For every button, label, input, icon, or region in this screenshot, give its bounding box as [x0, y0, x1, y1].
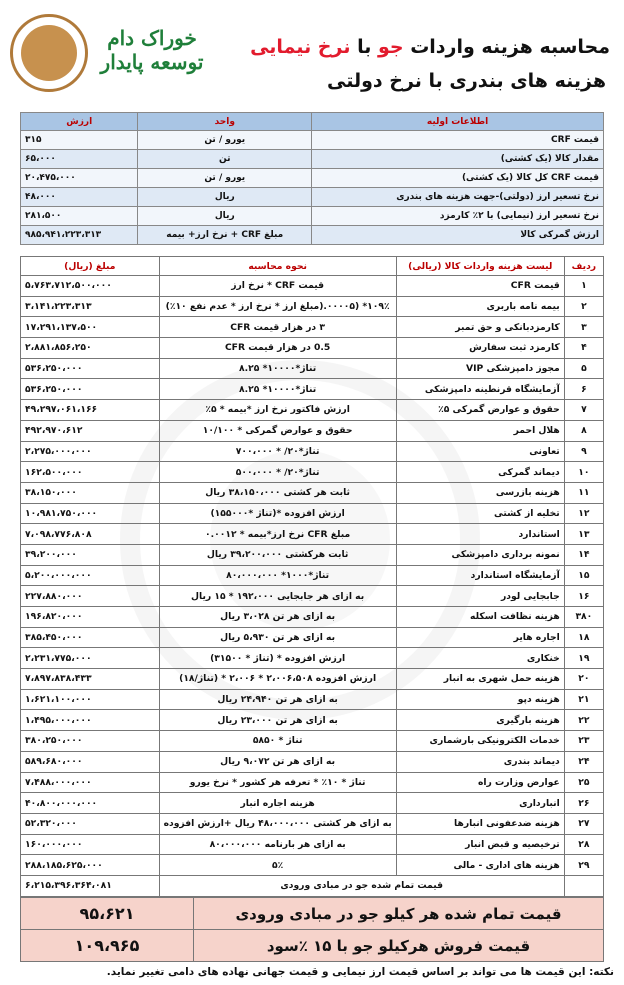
- calculation-method: به ازای هر تن ۳،۰۲۸ ریال: [159, 607, 396, 628]
- amount: ۵،۲۰۰،۰۰۰،۰۰۰: [21, 565, 160, 586]
- row-number: ۱۱: [564, 482, 603, 503]
- row-number: ۱: [564, 276, 603, 297]
- association-logo: [4, 12, 204, 108]
- row-number: ۱۶: [564, 586, 603, 607]
- summary-sale-row: [21, 930, 604, 962]
- cost-item: هزینه دپو: [396, 689, 564, 710]
- cost-item: هزینه های اداری - مالی: [396, 855, 564, 876]
- info-table: [20, 112, 604, 245]
- cost-item: هزینه حمل شهری به انبار: [396, 669, 564, 690]
- info-row: [21, 150, 604, 169]
- cost-item: خنکاری: [396, 648, 564, 669]
- amount: ۱۶۲،۵۰۰،۰۰۰: [21, 462, 160, 483]
- footnote: نکته: این قیمت ها می تواند بر اساس قیمت ارز نیمایی و قیمت جهانی نهاده های دامی تغییر نماید.: [106, 966, 614, 978]
- cost-row: [21, 420, 604, 441]
- row-number: ۲۵: [564, 772, 603, 793]
- info-row: [21, 131, 604, 150]
- calculation-method: به ازای هر تن ۵،۹۳۰ ریال: [159, 627, 396, 648]
- cost-table: [20, 256, 604, 897]
- cost-row: [21, 379, 604, 400]
- calculation-method: به ازای هر تن ۲۳،۰۰۰ ریال: [159, 710, 396, 731]
- cost-item: مجوز دامپزشکی VIP: [396, 358, 564, 379]
- info-value: ۲۸۱،۵۰۰: [21, 207, 138, 226]
- page-title-line2: هزینه های بندری با نرخ دولتی: [326, 70, 606, 92]
- cost-row: [21, 607, 604, 628]
- cost-item: کارمزدبانکی و حق تمبر: [396, 317, 564, 338]
- amount: ۲۲۷،۸۸۰،۰۰۰: [21, 586, 160, 607]
- amount: ۵،۷۶۳،۷۱۲،۵۰۰،۰۰۰: [21, 276, 160, 297]
- title-mid: با: [350, 36, 378, 58]
- calculation-method: ارزش افزوده *(تناژ *۱۵۵۰۰۰): [159, 503, 396, 524]
- row-number: ۱۵: [564, 565, 603, 586]
- cost-item: هزینه بارگیری: [396, 710, 564, 731]
- cost-row: [21, 296, 604, 317]
- amount: ۱،۴۹۵،۰۰۰،۰۰۰: [21, 710, 160, 731]
- info-row: [21, 169, 604, 188]
- amount: ۲،۲۳۱،۷۷۵،۰۰۰: [21, 648, 160, 669]
- info-value: ۶۵،۰۰۰: [21, 150, 138, 169]
- cost-row: [21, 710, 604, 731]
- row-number: ۲۱: [564, 689, 603, 710]
- row-number: ۲۲: [564, 710, 603, 731]
- cost-item: آزمایشگاه استاندارد: [396, 565, 564, 586]
- cost-item: استاندارد: [396, 524, 564, 545]
- info-row: [21, 188, 604, 207]
- amount: ۳۸۰،۲۵۰،۰۰۰: [21, 731, 160, 752]
- calculation-method: 0.5 در هزار قیمت CFR: [159, 338, 396, 359]
- amount: ۷،۴۸۸،۰۰۰،۰۰۰: [21, 772, 160, 793]
- cost-item: آزمایشگاه قرنطینه دامپزشکی: [396, 379, 564, 400]
- calculation-method: ارزش افزوده * (تناژ * ۳۱۵۰۰): [159, 648, 396, 669]
- cost-item: هزینه ضدعفونی انبارها: [396, 813, 564, 834]
- info-value: ۴۸،۰۰۰: [21, 188, 138, 207]
- info-unit: یورو / تن: [138, 131, 312, 150]
- calculation-method: مبلغ CFR نرخ ارز*بیمه * ۰.۰۰۱۲: [159, 524, 396, 545]
- amount: ۲،۸۸۱،۸۵۶،۲۵۰: [21, 338, 160, 359]
- cost-item: انبارداری: [396, 793, 564, 814]
- calculation-method: به ازای هر جابجایی ۱۹۲،۰۰۰ * ۱۵ ریال: [159, 586, 396, 607]
- info-label: نرخ تسعیر ارز (نیمایی) با ۲٪ کارمزد: [312, 207, 604, 226]
- cost-row: [21, 834, 604, 855]
- row-number: ۱۹: [564, 648, 603, 669]
- row-number: ۳۸۰: [564, 607, 603, 628]
- row-number: ۱۴: [564, 544, 603, 565]
- header: [0, 10, 624, 110]
- row-number: ۲۳: [564, 731, 603, 752]
- calculation-method: ارزش فاکتور نرخ ارز *بیمه * ۵٪: [159, 400, 396, 421]
- total-row: [21, 875, 604, 896]
- cost-row: [21, 731, 604, 752]
- row-number: ۷: [564, 400, 603, 421]
- title-item: جو: [377, 36, 404, 58]
- info-value: ۲۰،۴۷۵،۰۰۰: [21, 169, 138, 188]
- logo-seal-icon: [10, 14, 88, 92]
- amount: ۱۰،۹۸۱،۷۵۰،۰۰۰: [21, 503, 160, 524]
- summary-cost-row: [21, 898, 604, 930]
- amount: ۷،۰۹۸،۷۷۶،۸۰۸: [21, 524, 160, 545]
- cost-row: [21, 648, 604, 669]
- total-label: قیمت تمام شده جو در مبادی ورودی: [159, 875, 564, 896]
- calculation-method: ثابت هرکشتی ۳۹،۲۰۰،۰۰۰ ریال: [159, 544, 396, 565]
- cost-row: [21, 813, 604, 834]
- info-unit: مبلغ CRF + نرخ ارز+ بیمه: [138, 226, 312, 245]
- page-title-line1: [250, 36, 610, 58]
- info-header-row: [21, 113, 604, 131]
- title-prefix: محاسبه هزینه واردات: [403, 36, 610, 58]
- info-header-label: اطلاعات اولیه: [312, 113, 604, 131]
- info-row: [21, 226, 604, 245]
- cost-row: [21, 441, 604, 462]
- calculation-method: ثابت هر کشتی ۳۸،۱۵۰،۰۰۰ ریال: [159, 482, 396, 503]
- total-value: ۶،۲۱۵،۳۹۶،۳۶۴،۰۸۱: [21, 875, 160, 896]
- cost-row: [21, 524, 604, 545]
- amount: ۲،۲۷۵،۰۰۰،۰۰۰: [21, 441, 160, 462]
- summary-sale-label: قیمت فروش هرکیلو جو با ۱۵ ٪سود: [194, 930, 604, 962]
- cost-item: خدمات الکترونیکی بارشماری: [396, 731, 564, 752]
- amount: ۵۳۶،۲۵۰،۰۰۰: [21, 379, 160, 400]
- amount: ۱۹۶،۸۲۰،۰۰۰: [21, 607, 160, 628]
- row-number: ۴: [564, 338, 603, 359]
- cost-row: [21, 338, 604, 359]
- cost-item: ترخیصیه و قبض انبار: [396, 834, 564, 855]
- info-label: ارزش گمرکی کالا: [312, 226, 604, 245]
- row-number: ۲۴: [564, 751, 603, 772]
- cost-row: [21, 586, 604, 607]
- calculation-method: به ازای هر کشتی ۴۸،۰۰۰،۰۰۰ ریال +ارزش افزوده: [159, 813, 396, 834]
- calculation-method: تناژ*۱۰۰۰۰* ۸.۲۵: [159, 379, 396, 400]
- header-row-number: ردیف: [564, 257, 603, 276]
- cost-row: [21, 565, 604, 586]
- info-unit: ریال: [138, 207, 312, 226]
- calculation-method: ۳ در هزار قیمت CFR: [159, 317, 396, 338]
- cost-item: هزینه نظافت اسکله: [396, 607, 564, 628]
- amount: ۳،۱۴۱،۲۲۳،۳۱۳: [21, 296, 160, 317]
- row-number: ۱۲: [564, 503, 603, 524]
- info-unit: ریال: [138, 188, 312, 207]
- calculation-method: تناژ * ۵۸۵۰: [159, 731, 396, 752]
- cost-item: جابجایی لودر: [396, 586, 564, 607]
- row-number: ۹: [564, 441, 603, 462]
- cost-item: اجاره هایر: [396, 627, 564, 648]
- row-number: ۲۸: [564, 834, 603, 855]
- row-number: ۲۹: [564, 855, 603, 876]
- amount: ۴۹۲،۹۷۰،۶۱۲: [21, 420, 160, 441]
- amount: ۵۳۶،۲۵۰،۰۰۰: [21, 358, 160, 379]
- cost-row: [21, 669, 604, 690]
- row-number: ۲۷: [564, 813, 603, 834]
- row-number: ۱۳: [564, 524, 603, 545]
- cost-item: نمونه برداری دامپزشکی: [396, 544, 564, 565]
- info-value: ۳۱۵: [21, 131, 138, 150]
- info-value: ۹۸۵،۹۴۱،۲۲۳،۳۱۳: [21, 226, 138, 245]
- amount: ۱۶۰،۰۰۰،۰۰۰: [21, 834, 160, 855]
- logo-script: خوراک دام توسعه پایدار: [100, 26, 204, 74]
- cost-row: [21, 793, 604, 814]
- amount: ۴۹،۲۹۷،۰۶۱،۱۶۶: [21, 400, 160, 421]
- cost-row: [21, 276, 604, 297]
- row-number: ۸: [564, 420, 603, 441]
- amount: ۱،۶۲۱،۱۰۰،۰۰۰: [21, 689, 160, 710]
- cost-item: حقوق و عوارض گمرکی ۵٪: [396, 400, 564, 421]
- info-label: نرخ تسعیر ارز (دولتی)-جهت هزینه های بندری: [312, 188, 604, 207]
- row-number: ۱۸: [564, 627, 603, 648]
- info-header-unit: واحد: [138, 113, 312, 131]
- calculation-method: تناژ*۲۰/ * ۷۰۰،۰۰۰: [159, 441, 396, 462]
- row-number: ۶: [564, 379, 603, 400]
- cost-item: هزینه بازرسی: [396, 482, 564, 503]
- info-label: قیمت CRF: [312, 131, 604, 150]
- row-number: ۲۰: [564, 669, 603, 690]
- cost-item: هلال احمر: [396, 420, 564, 441]
- title-rate: نرخ نیمایی: [250, 36, 351, 58]
- calculation-method: ۵٪: [159, 855, 396, 876]
- cost-item: عوارض وزارت راه: [396, 772, 564, 793]
- amount: ۵۲،۳۲۰،۰۰۰: [21, 813, 160, 834]
- cost-item: تخلیه از کشتی: [396, 503, 564, 524]
- calculation-method: تناژ*۱۰۰۰۰* ۸.۲۵: [159, 358, 396, 379]
- summary-table: [20, 897, 604, 962]
- amount: ۷،۸۹۷،۸۳۸،۴۳۳: [21, 669, 160, 690]
- summary-sale-value: ۱۰۹،۹۶۵: [21, 930, 194, 962]
- cost-row: [21, 772, 604, 793]
- amount: ۵۸۹،۶۸۰،۰۰۰: [21, 751, 160, 772]
- calculation-method: به ازای هر تن ۲۴،۹۴۰ ریال: [159, 689, 396, 710]
- row-number: ۵: [564, 358, 603, 379]
- calculation-method: به ازای هر بارنامه ۸۰،۰۰۰،۰۰۰: [159, 834, 396, 855]
- calculation-method: تناژ*۲۰/ * ۵۰۰،۰۰۰: [159, 462, 396, 483]
- cost-row: [21, 400, 604, 421]
- amount: ۳۸،۱۵۰،۰۰۰: [21, 482, 160, 503]
- cost-row: [21, 317, 604, 338]
- cost-row: [21, 855, 604, 876]
- amount: ۳۹،۲۰۰،۰۰۰: [21, 544, 160, 565]
- row-number: ۲: [564, 296, 603, 317]
- cost-row: [21, 627, 604, 648]
- cost-row: [21, 751, 604, 772]
- amount: ۳۸۵،۴۵۰،۰۰۰: [21, 627, 160, 648]
- cost-item: تعاونی: [396, 441, 564, 462]
- cost-item: کارمزد ثبت سفارش: [396, 338, 564, 359]
- cost-row: [21, 503, 604, 524]
- header-calculation: نحوه محاسبه: [159, 257, 396, 276]
- calculation-method: ارزش افزوده ۲،۰۰۶،۵۰۸ * ۲،۰۰۶ * (تناژ/۱۸): [159, 669, 396, 690]
- info-unit: یورو / تن: [138, 169, 312, 188]
- calculation-method: هزینه اجاره انبار: [159, 793, 396, 814]
- summary-cost-value: ۹۵،۶۲۱: [21, 898, 194, 930]
- info-label: مقدار کالا (یک کشتی): [312, 150, 604, 169]
- row-number: ۳: [564, 317, 603, 338]
- cost-item: بیمه نامه باربری: [396, 296, 564, 317]
- amount: ۱۷،۲۹۱،۱۳۷،۵۰۰: [21, 317, 160, 338]
- calculation-method: قیمت CRF * نرخ ارز: [159, 276, 396, 297]
- header-cost-item: لیست هزینه واردات کالا (ریالی): [396, 257, 564, 276]
- calculation-method: تناژ*۱۰۰۰* ۸۰،۰۰۰،۰۰۰: [159, 565, 396, 586]
- cost-row: [21, 544, 604, 565]
- calculation-method: به ازای هر تن ۹،۰۷۲ ریال: [159, 751, 396, 772]
- row-number: ۲۶: [564, 793, 603, 814]
- cost-header-row: [21, 257, 604, 276]
- info-row: [21, 207, 604, 226]
- calculation-method: حقوق و عوارض گمرکی * ۱۰/۱۰۰: [159, 420, 396, 441]
- info-label: قیمت CRF کل کالا (یک کشتی): [312, 169, 604, 188]
- row-number: ۱۰: [564, 462, 603, 483]
- cost-row: [21, 689, 604, 710]
- cost-row: [21, 462, 604, 483]
- cost-row: [21, 358, 604, 379]
- info-unit: تن: [138, 150, 312, 169]
- summary-cost-label: قیمت تمام شده هر کیلو جو در مبادی ورودی: [194, 898, 604, 930]
- info-header-value: ارزش: [21, 113, 138, 131]
- cost-item: دیماند بندری: [396, 751, 564, 772]
- calculation-method: تناژ * ۱۰٪ * تعرفه هر کشور * نرخ یورو: [159, 772, 396, 793]
- cost-item: دیماند گمرکی: [396, 462, 564, 483]
- header-amount: مبلغ (ریال): [21, 257, 160, 276]
- amount: ۲۸۸،۱۸۵،۶۲۵،۰۰۰: [21, 855, 160, 876]
- amount: ۴۰،۸۰۰،۰۰۰،۰۰۰: [21, 793, 160, 814]
- calculation-method: ۱۰۹٪* (۰۰۰۰۵.(مبلغ ارز * نرخ ارز * عدم نفع ۱۰٪): [159, 296, 396, 317]
- cost-item: قیمت CFR: [396, 276, 564, 297]
- cost-row: [21, 482, 604, 503]
